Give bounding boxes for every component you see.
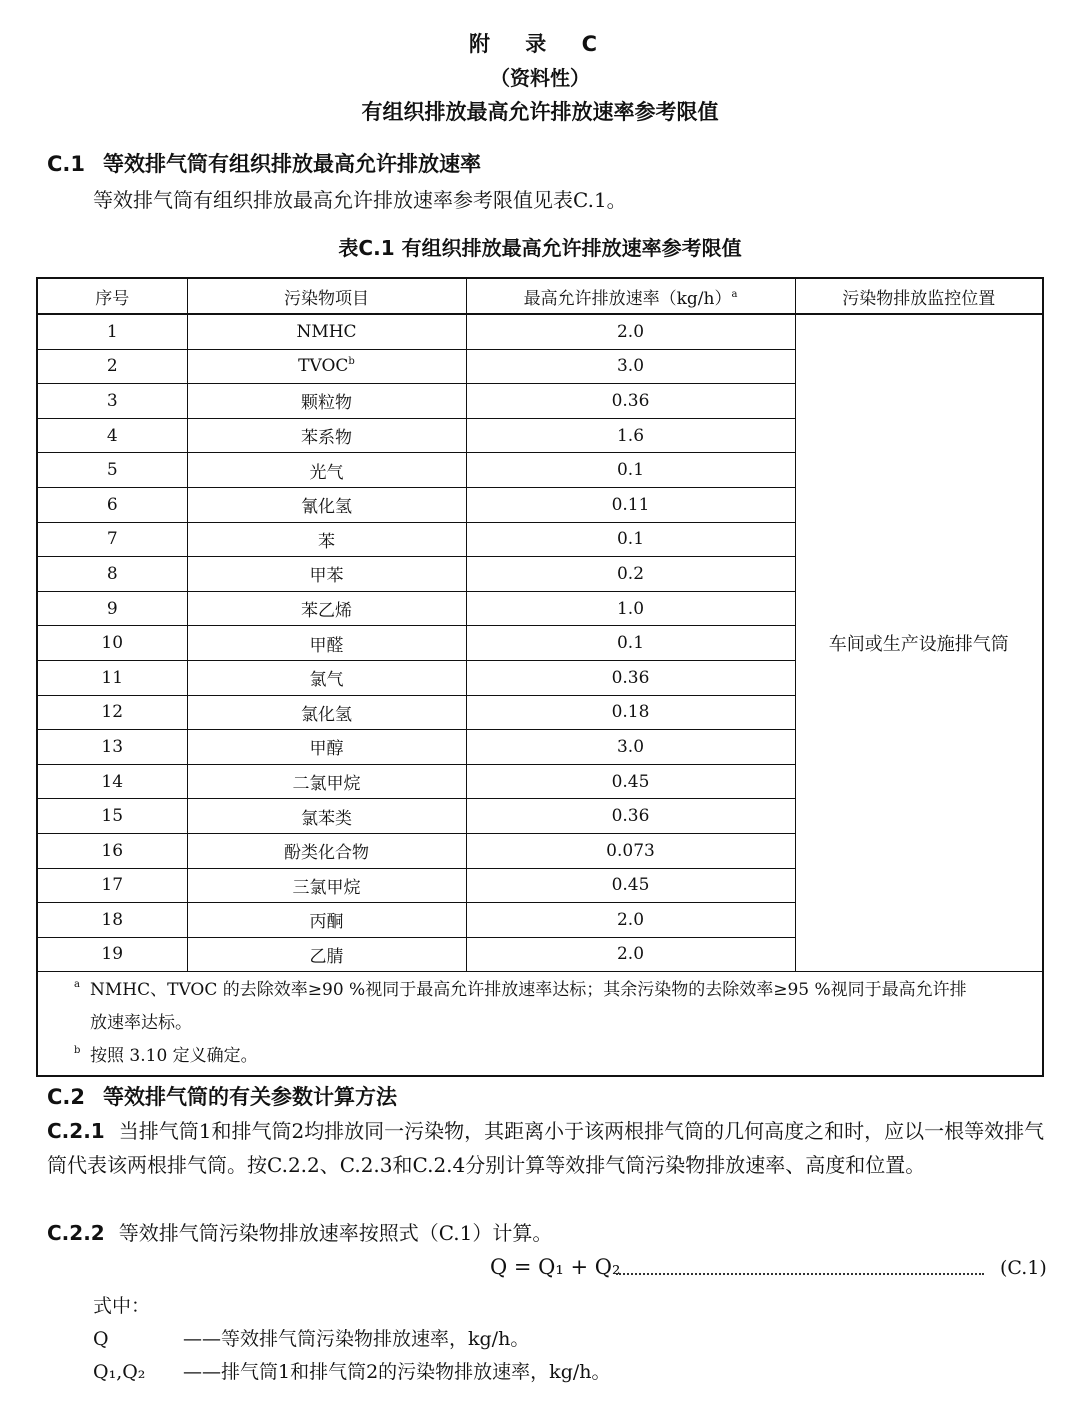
cell-rate: 0.11 (466, 487, 795, 522)
definition-q1-q2 (93, 1357, 611, 1384)
note-a-line1 (74, 974, 1032, 1007)
cell-no: 13 (37, 730, 187, 765)
section-c1-text: 等效排气筒有组织排放最高允许排放速率参考限值见表C.1。 (93, 188, 627, 212)
cell-item: 苯系物 (187, 418, 466, 453)
cell-rate: 0.073 (466, 833, 795, 868)
cell-item: 氯气 (187, 660, 466, 695)
header-monitor: 污染物排放监控位置 (795, 278, 1043, 314)
cell-no: 16 (37, 833, 187, 868)
cell-item: 三氯甲烷 (187, 868, 466, 903)
cell-item (187, 349, 466, 384)
header-rate-label: 最高允许排放速率（kg/h） (523, 288, 732, 309)
note-a-mark: a (74, 979, 80, 991)
cell-rate: 0.36 (466, 799, 795, 834)
cell-no: 18 (37, 903, 187, 938)
cell-rate: 0.2 (466, 557, 795, 592)
cell-item: 酚类化合物 (187, 833, 466, 868)
header-item: 污染物项目 (187, 278, 466, 314)
emission-limits-table (36, 277, 1044, 1077)
formula-c1: Q = Q₁ + Q₂ (490, 1255, 621, 1279)
section-c2-title: 等效排气筒的有关参数计算方法 (103, 1085, 397, 1109)
cell-rate: 1.0 (466, 591, 795, 626)
cell-item: 甲苯 (187, 557, 466, 592)
cell-rate: 0.45 (466, 764, 795, 799)
cell-item: 氯化氢 (187, 695, 466, 730)
cell-rate: 2.0 (466, 937, 795, 972)
cell-rate: 0.45 (466, 868, 795, 903)
cell-rate: 1.6 (466, 418, 795, 453)
table-notes (37, 972, 1043, 1077)
cell-rate: 0.36 (466, 384, 795, 419)
cell-item-text: TVOC (298, 356, 349, 377)
cell-no: 4 (37, 418, 187, 453)
cell-no: 17 (37, 868, 187, 903)
cell-no: 14 (37, 764, 187, 799)
section-c1-number: C.1 (47, 152, 86, 176)
cell-item: 氰化氢 (187, 487, 466, 522)
where-label: 式中： (93, 1295, 151, 1317)
cell-item: 甲醛 (187, 626, 466, 661)
cell-item: 苯 (187, 522, 466, 557)
cell-no: 1 (37, 314, 187, 349)
section-c21-number: C.2.1 (47, 1119, 105, 1143)
table-header-row (37, 278, 1043, 314)
table-body (37, 278, 1043, 1076)
cell-item: 氯苯类 (187, 799, 466, 834)
cell-rate: 0.36 (466, 660, 795, 695)
definition-text: ——排气筒1和排气筒2的污染物排放速率，kg/h。 (183, 1361, 611, 1383)
cell-no: 2 (37, 349, 187, 384)
cell-rate: 0.1 (466, 522, 795, 557)
formula-leader-dots (616, 1273, 984, 1275)
table-row (37, 314, 1043, 349)
note-b-mark: b (74, 1045, 81, 1057)
cell-no: 10 (37, 626, 187, 661)
cell-item: NMHC (187, 314, 466, 349)
cell-rate: 2.0 (466, 903, 795, 938)
cell-item: 甲醇 (187, 730, 466, 765)
table-notes-row (37, 972, 1043, 1077)
note-b-text: 按照 3.10 定义确定。 (90, 1046, 258, 1067)
cell-no: 5 (37, 453, 187, 488)
section-c21-text: 当排气筒1和排气筒2均排放同一污染物，其距离小于该两根排气筒的几何高度之和时，应以一根等效排气筒代表该两根排气筒。按C.2.2、C.2.3和C.2.4分别计算等效排气筒污染物排放速率、高度和位置。 (47, 1119, 1045, 1177)
formula-label: (C.1) (1000, 1257, 1047, 1279)
definition-symbol: Q (93, 1328, 109, 1350)
header-rate-footnote-mark: a (731, 288, 738, 300)
cell-item: 丙酮 (187, 903, 466, 938)
cell-no: 7 (37, 522, 187, 557)
cell-item: 颗粒物 (187, 384, 466, 419)
definition-symbol: Q₁,Q₂ (93, 1361, 146, 1383)
cell-monitor-location: 车间或生产设施排气筒 (795, 314, 1043, 972)
cell-no: 9 (37, 591, 187, 626)
cell-no: 3 (37, 384, 187, 419)
table-caption: 表C.1 有组织排放最高允许排放速率参考限值 (338, 236, 742, 260)
section-c1-title: 等效排气筒有组织排放最高允许排放速率 (103, 152, 481, 176)
appendix-title: 附 录 C (468, 32, 612, 56)
cell-rate: 0.1 (466, 626, 795, 661)
cell-rate: 0.1 (466, 453, 795, 488)
section-c21-paragraph (47, 1114, 1059, 1182)
section-c2-number: C.2 (47, 1085, 86, 1109)
cell-no: 15 (37, 799, 187, 834)
cell-no: 19 (37, 937, 187, 972)
cell-no: 6 (37, 487, 187, 522)
formula-row (490, 1255, 1050, 1287)
cell-item: 乙腈 (187, 937, 466, 972)
cell-item: 二氯甲烷 (187, 764, 466, 799)
definition-text: ——等效排气筒污染物排放速率，kg/h。 (183, 1328, 530, 1350)
section-c2-heading (47, 1081, 397, 1111)
cell-rate: 3.0 (466, 349, 795, 384)
header-rate (466, 278, 795, 314)
appendix-heading: 有组织排放最高允许排放速率参考限值 (361, 100, 719, 124)
section-c22-number: C.2.2 (47, 1221, 105, 1245)
definition-q (93, 1324, 529, 1351)
tvoc-footnote-mark: b (348, 356, 355, 368)
cell-item: 光气 (187, 453, 466, 488)
section-c22-text: 等效排气筒污染物排放速率按照式（C.1）计算。 (118, 1221, 553, 1245)
note-a-text-line1: NMHC、TVOC 的去除效率≥90 %视同于最高允许排放速率达标；其余污染物的去除效率≥95 %视同于最高允许排 (90, 980, 967, 1001)
note-b-line (74, 1040, 1032, 1073)
section-c22-paragraph (47, 1216, 552, 1250)
cell-item: 苯乙烯 (187, 591, 466, 626)
appendix-subtitle: （资料性） (490, 66, 590, 90)
cell-no: 11 (37, 660, 187, 695)
header-no: 序号 (37, 278, 187, 314)
note-a-line2: 放速率达标。 (90, 1013, 192, 1034)
cell-rate: 2.0 (466, 314, 795, 349)
cell-rate: 3.0 (466, 730, 795, 765)
cell-no: 12 (37, 695, 187, 730)
cell-no: 8 (37, 557, 187, 592)
cell-rate: 0.18 (466, 695, 795, 730)
section-c1-heading (47, 148, 481, 178)
